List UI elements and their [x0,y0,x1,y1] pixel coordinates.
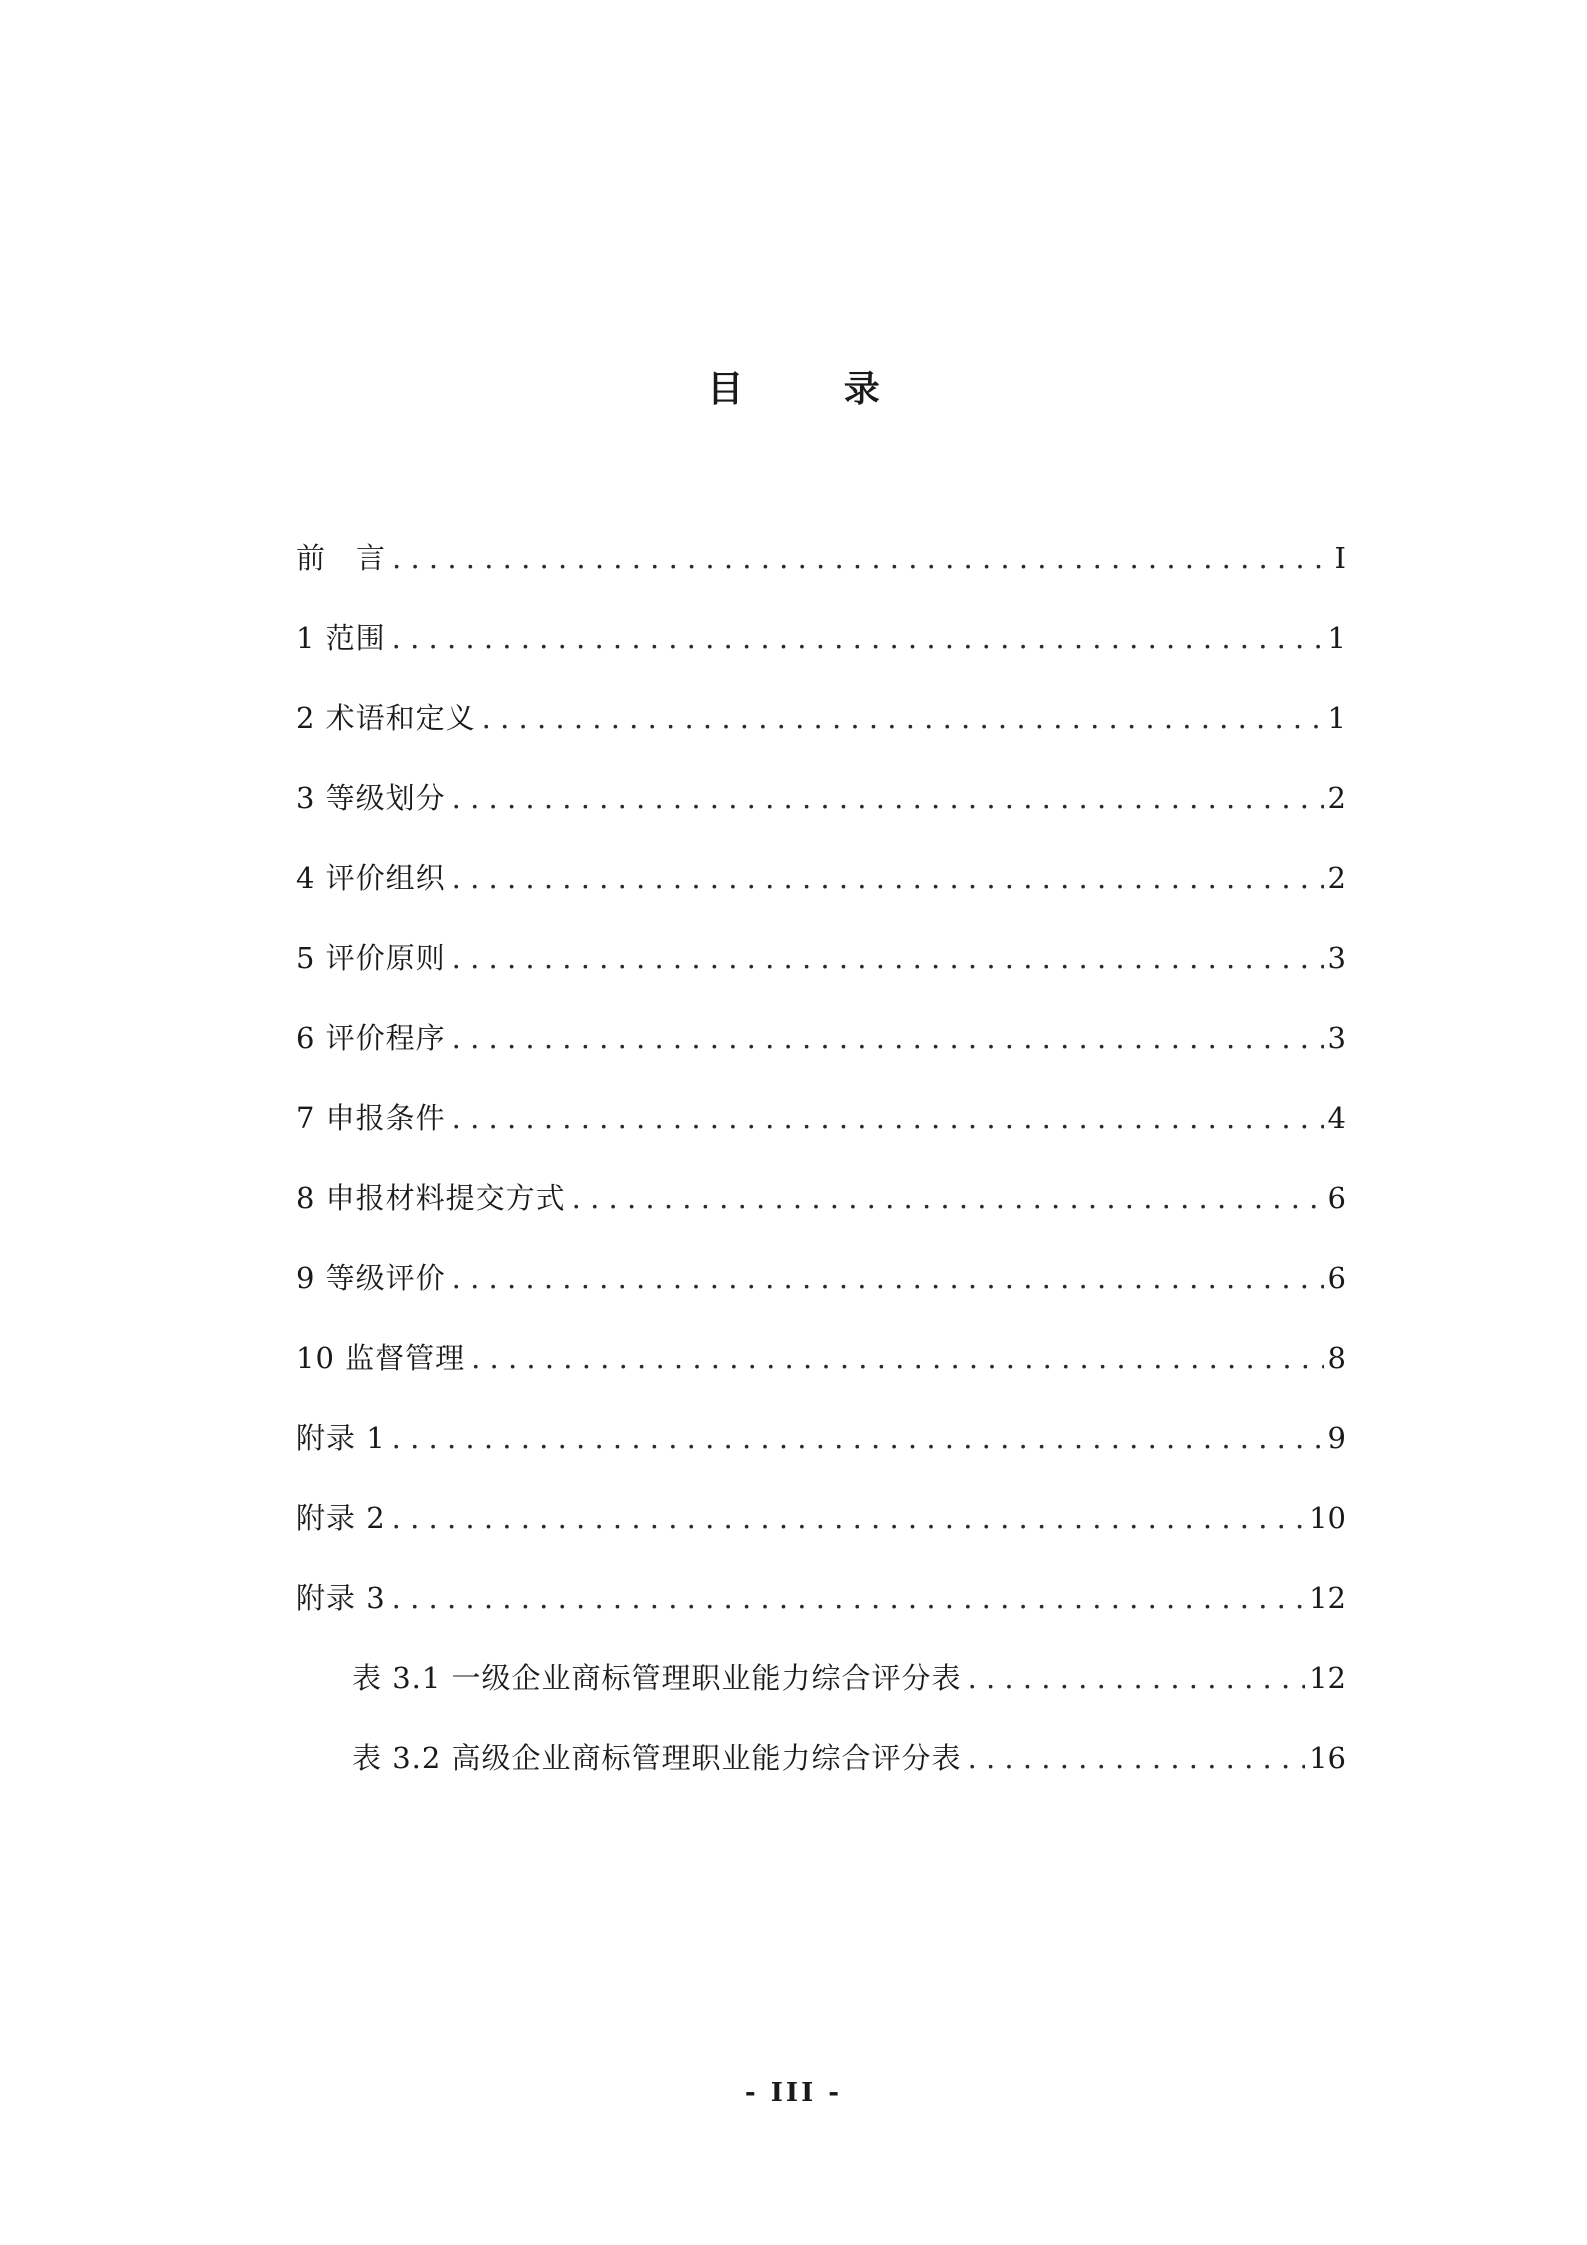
toc-page-number: I [1334,541,1346,575]
toc-entry-principles[interactable] [296,932,1346,1012]
toc-entry-label: 前 言 [296,541,387,575]
toc-dot-leader [968,1732,1306,1784]
toc-entry-appendix-1[interactable] [296,1412,1346,1492]
toc-page-number: 12 [1309,1661,1346,1695]
toc-dot-leader [452,1092,1324,1144]
toc-page-number: 2 [1327,781,1346,815]
toc-entry-table-3-1[interactable] [296,1652,1346,1732]
toc-entry-label: 1 范围 [296,621,386,655]
toc-page-number: 2 [1327,861,1346,895]
toc-dot-leader [452,1012,1324,1064]
toc-page-number: 3 [1327,941,1346,975]
toc-entry-label: 2 术语和定义 [296,701,476,735]
toc-entry-label: 3 等级划分 [296,781,446,815]
toc-page-number: 6 [1327,1181,1346,1215]
toc-entry-table-3-2[interactable] [296,1732,1346,1812]
toc-page-number: 3 [1327,1021,1346,1055]
page-number-footer: - III - [744,2078,843,2108]
toc-entry-label: 表 3.2 高级企业商标管理职业能力综合评分表 [352,1741,962,1775]
toc-entry-label: 6 评价程序 [296,1021,446,1055]
toc-dot-leader [968,1652,1306,1704]
toc-page-number: 6 [1327,1261,1346,1295]
toc-page-number: 10 [1309,1501,1346,1535]
toc-dot-leader [392,612,1324,664]
toc-entry-label: 附录 3 [296,1581,386,1615]
toc-entry-appendix-3[interactable] [296,1572,1346,1652]
toc-entry-appendix-2[interactable] [296,1492,1346,1572]
toc-entry-label: 5 评价原则 [296,941,446,975]
toc-entry-label: 附录 2 [296,1501,386,1535]
toc-entry-evaluation[interactable] [296,1252,1346,1332]
toc-entry-procedure[interactable] [296,1012,1346,1092]
toc-dot-leader [392,1572,1305,1624]
toc-entry-label: 附录 1 [296,1421,386,1455]
toc-dot-leader [452,772,1324,824]
toc-dot-leader [392,532,1326,584]
toc-entry-preface[interactable] [296,532,1346,612]
toc-page-number: 8 [1327,1341,1346,1375]
toc-entry-label: 4 评价组织 [296,861,446,895]
toc-entry-label: 10 监督管理 [296,1341,466,1375]
toc-entry-label: 8 申报材料提交方式 [296,1181,566,1215]
toc-entry-label: 9 等级评价 [296,1261,446,1295]
toc-page-number: 4 [1327,1101,1346,1135]
toc-entry-scope[interactable] [296,612,1346,692]
toc-entry-submission[interactable] [296,1172,1346,1252]
toc-dot-leader [482,692,1324,744]
toc-entry-organization[interactable] [296,852,1346,932]
toc-entry-terms[interactable] [296,692,1346,772]
toc-entry-label: 7 申报条件 [296,1101,446,1135]
toc-dot-leader [452,1252,1324,1304]
toc-page-number: 16 [1309,1741,1346,1775]
toc-entry-conditions[interactable] [296,1092,1346,1172]
toc-page-number: 1 [1327,621,1346,655]
toc-entry-grades[interactable] [296,772,1346,852]
toc-dot-leader [392,1492,1305,1544]
toc-entry-supervision[interactable] [296,1332,1346,1412]
toc-entry-label: 表 3.1 一级企业商标管理职业能力综合评分表 [352,1661,962,1695]
toc-dot-leader [471,1332,1323,1384]
toc-page-number: 9 [1327,1421,1346,1455]
toc-dot-leader [452,852,1324,904]
toc-dot-leader [452,932,1324,984]
toc-page-number: 1 [1327,701,1346,735]
page-title: 目 录 [707,369,924,410]
toc-dot-leader [572,1172,1324,1224]
table-of-contents [296,532,1346,1812]
toc-dot-leader [392,1412,1324,1464]
toc-page-number: 12 [1309,1581,1346,1615]
